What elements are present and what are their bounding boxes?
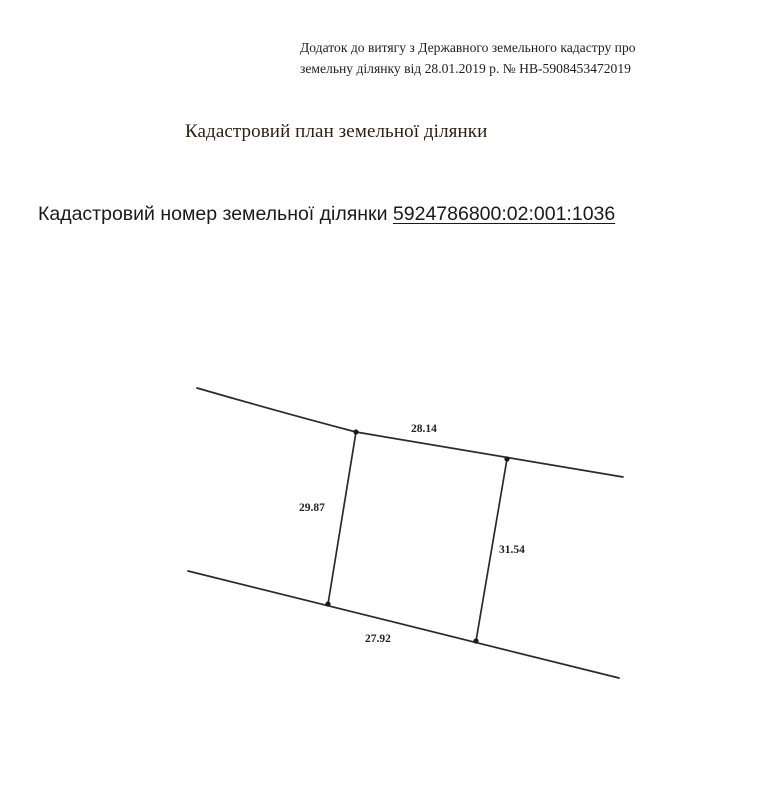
parcel-vertex [325, 601, 330, 606]
side-length-right: 31.54 [499, 544, 525, 556]
cadastral-number-label: Кадастровий номер земельної ділянки [38, 203, 388, 225]
appendix-line-1: Додаток до витягу з Державного земельного кадастру про [300, 40, 636, 55]
appendix-line-2: земельну ділянку від 28.01.2019 р. № НВ-5908453472019 [300, 61, 631, 76]
cadastral-number-value: 5924786800:02:001:1036 [392, 203, 616, 225]
side-length-top: 28.14 [411, 423, 437, 435]
parcel-vertex [504, 456, 509, 461]
parcel-vertex [353, 429, 358, 434]
lower-boundary-line [188, 571, 619, 678]
parcel-vertex [473, 638, 478, 643]
parcel-left-side [328, 432, 356, 604]
side-length-bottom: 27.92 [365, 633, 391, 645]
page-title: Кадастровий план земельної ділянки [185, 121, 488, 142]
side-length-left: 29.87 [299, 502, 325, 514]
upper-boundary-line [197, 388, 623, 477]
